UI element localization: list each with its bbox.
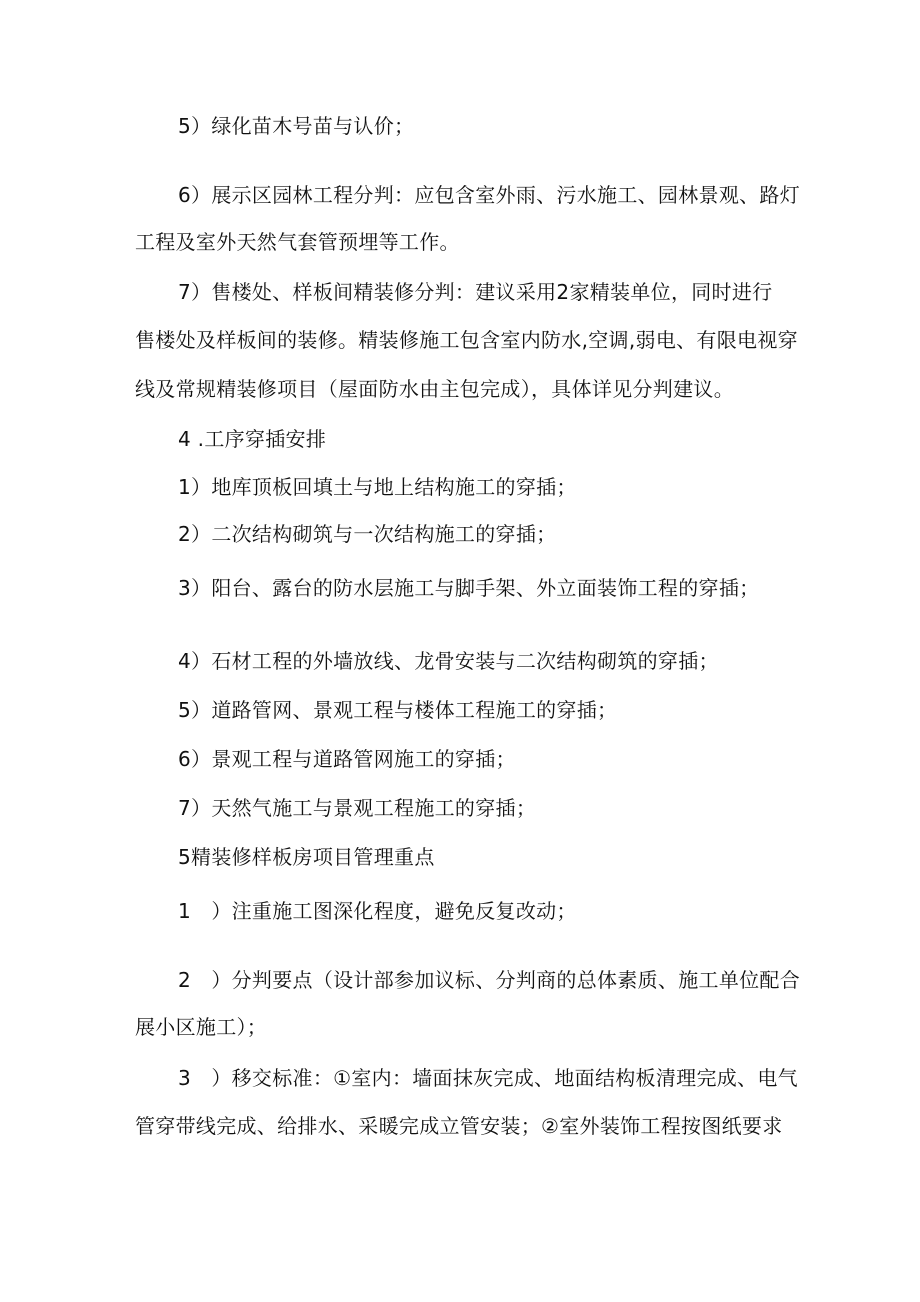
management-item-1: 1 ）注重施工图深化程度，避免反复改动；: [178, 899, 577, 923]
management-item-2: 2 ）分判要点（设计部参加议标、分判商的总体素质、施工单位配合: [178, 968, 801, 992]
sequence-item-7: 7）天然气施工与景观工程施工的穿插；: [178, 796, 537, 820]
sequence-item-1: 1）地库顶板回填土与地上结构施工的穿插；: [178, 475, 577, 499]
sequence-item-4: 4）石材工程的外墙放线、龙骨安装与二次结构砌筑的穿插；: [178, 649, 719, 673]
section-heading-4: 4 .工序穿插安排: [178, 427, 327, 451]
sequence-item-5: 5）道路管网、景观工程与楼体工程施工的穿插；: [178, 698, 618, 722]
sequence-item-2: 2）二次结构砌筑与一次结构施工的穿插；: [178, 522, 557, 546]
sequence-item-6: 6）景观工程与道路管网施工的穿插；: [178, 747, 516, 771]
item-6-continuation: 工程及室外天然气套管预埋等工作。: [135, 230, 460, 254]
section-heading-5: 5精装修样板房项目管理重点: [178, 845, 435, 869]
management-item-3-continuation: 管穿带线完成、给排水、采暖完成立管安装；②室外装饰工程按图纸要求: [135, 1114, 783, 1138]
sequence-item-3: 3）阳台、露台的防水层施工与脚手架、外立面装饰工程的穿插；: [178, 576, 760, 600]
management-item-3: 3 ）移交标准：①室内：墙面抹灰完成、地面结构板清理完成、电气: [178, 1066, 798, 1090]
item-6-landscape-subcontract: 6）展示区园林工程分判：应包含室外雨、污水施工、园林景观、路灯: [178, 183, 801, 207]
item-7-continuation-2: 线及常规精装修项目（屋面防水由主包完成），具体详见分判建议。: [135, 377, 734, 401]
item-7-continuation-1: 售楼处及样板间的装修。精装修施工包含室内防水,空调,弱电、有限电视穿: [135, 328, 798, 352]
item-7-fitout-subcontract: 7）售楼处、样板间精装修分判：建议采用2家精装单位，同时进行: [178, 280, 773, 304]
management-item-2-continuation: 展小区施工）；: [135, 1015, 268, 1039]
item-5-greening-seedlings: 5）绿化苗木号苗与认价；: [178, 114, 415, 138]
